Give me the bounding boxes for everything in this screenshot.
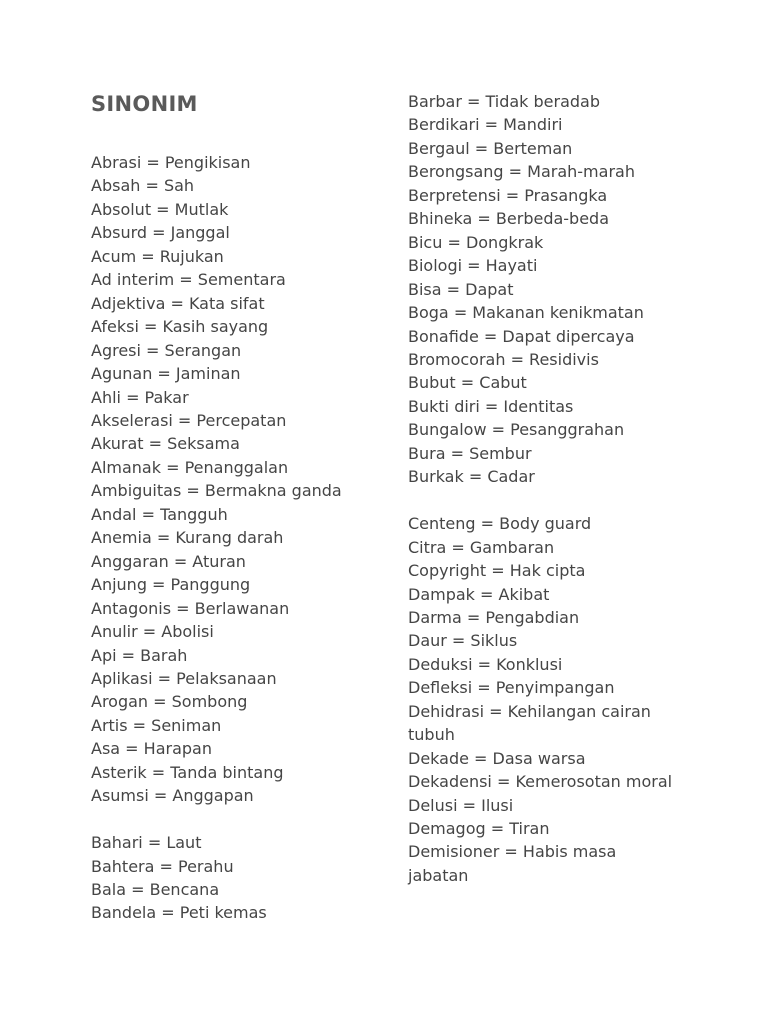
synonym-entry: Api = Barah	[91, 645, 188, 665]
synonym-entry: Asumsi = Anggapan	[91, 786, 254, 806]
synonym-entry: Absah = Sah	[91, 176, 195, 196]
synonym-entry: Ambiguitas = Bermakna ganda	[91, 481, 342, 501]
synonym-entry: Anemia = Kurang darah	[91, 528, 284, 548]
synonym-entry: Andal = Tangguh	[91, 504, 228, 524]
synonym-entry: Barbar = Tidak beradab	[408, 92, 601, 111]
synonym-entry: Darma = Pengabdian	[408, 607, 580, 627]
synonym-entry: Bura = Sembur	[408, 443, 532, 463]
synonym-entry: Demisioner = Habis masa jabatan	[408, 842, 617, 885]
synonym-entry: Boga = Makanan kenikmatan	[408, 303, 644, 323]
synonym-entry: Abrasi = Pengikisan	[91, 153, 251, 172]
synonym-entry: Delusi = Ilusi	[408, 795, 514, 815]
synonym-entry: Antagonis = Berlawanan	[91, 598, 290, 618]
synonym-entry: Acum = Rujukan	[91, 246, 224, 266]
synonym-entry: Burkak = Cadar	[408, 467, 535, 487]
group-spacer	[91, 808, 381, 831]
synonym-entry: Defleksi = Penyimpangan	[408, 678, 615, 698]
synonym-entry: Asterik = Tanda bintang	[91, 762, 284, 782]
synonym-entry: Absurd = Janggal	[91, 223, 230, 243]
synonym-list-left	[91, 151, 381, 925]
synonym-list-right	[408, 90, 673, 887]
synonym-entry: Bonafide = Dapat dipercaya	[408, 326, 635, 346]
synonym-entry: Bergaul = Berteman	[408, 138, 573, 158]
synonym-entry: Demagog = Tiran	[408, 819, 550, 839]
synonym-entry: Absolut = Mutlak	[91, 199, 229, 219]
synonym-entry: Agunan = Jaminan	[91, 364, 241, 384]
synonym-entry: Citra = Gambaran	[408, 537, 555, 557]
synonym-entry: Anjung = Panggung	[91, 575, 251, 595]
synonym-entry: Anulir = Abolisi	[91, 622, 214, 642]
synonym-entry: Bromocorah = Residivis	[408, 349, 599, 369]
synonym-entry: Almanak = Penanggalan	[91, 457, 289, 477]
synonym-entry: Dehidrasi = Kehilangan cairan tubuh	[408, 701, 651, 745]
synonym-entry: Adjektiva = Kata sifat	[91, 293, 265, 313]
page-title: SINONIM	[91, 92, 198, 116]
synonym-entry: Bahtera = Perahu	[91, 856, 234, 876]
synonym-entry: Afeksi = Kasih sayang	[91, 317, 269, 337]
synonym-entry: Berpretensi = Prasangka	[408, 185, 608, 205]
synonym-entry: Bisa = Dapat	[408, 279, 514, 299]
synonym-entry: Bahari = Laut	[91, 833, 202, 853]
synonym-entry: Biologi = Hayati	[408, 256, 538, 276]
synonym-entry: Centeng = Body guard	[408, 514, 592, 534]
synonym-entry: Dampak = Akibat	[408, 584, 550, 604]
synonym-entry: Dekade = Dasa warsa	[408, 748, 586, 768]
synonym-entry: Copyright = Hak cipta	[408, 561, 586, 581]
synonym-entry: Bicu = Dongkrak	[408, 232, 544, 252]
synonym-entry: Aplikasi = Pelaksanaan	[91, 668, 277, 688]
synonym-entry: Arogan = Sombong	[91, 692, 248, 712]
synonym-entry: Daur = Siklus	[408, 631, 518, 651]
synonym-entry: Bukti diri = Identitas	[408, 396, 574, 416]
synonym-entry: Bhineka = Berbeda-beda	[408, 209, 610, 229]
synonym-entry: Deduksi = Konklusi	[408, 654, 563, 674]
synonym-entry: Ahli = Pakar	[91, 387, 189, 407]
synonym-entry: Bandela = Peti kemas	[91, 903, 267, 923]
synonym-entry: Ad interim = Sementara	[91, 270, 286, 290]
synonym-entry: Akurat = Seksama	[91, 434, 240, 454]
synonym-entry: Artis = Seniman	[91, 715, 222, 735]
synonym-entry: Asa = Harapan	[91, 739, 212, 759]
group-spacer	[408, 489, 673, 512]
synonym-entry: Akselerasi = Percepatan	[91, 410, 287, 430]
synonym-entry: Bala = Bencana	[91, 880, 220, 900]
synonym-entry: Anggaran = Aturan	[91, 551, 246, 571]
synonym-entry: Berongsang = Marah-marah	[408, 162, 635, 182]
synonym-entry: Agresi = Serangan	[91, 340, 242, 360]
synonym-entry: Bungalow = Pesanggrahan	[408, 420, 625, 440]
synonym-entry: Berdikari = Mandiri	[408, 115, 563, 135]
synonym-entry: Bubut = Cabut	[408, 373, 527, 393]
synonym-entry: Dekadensi = Kemerosotan moral	[408, 772, 673, 792]
